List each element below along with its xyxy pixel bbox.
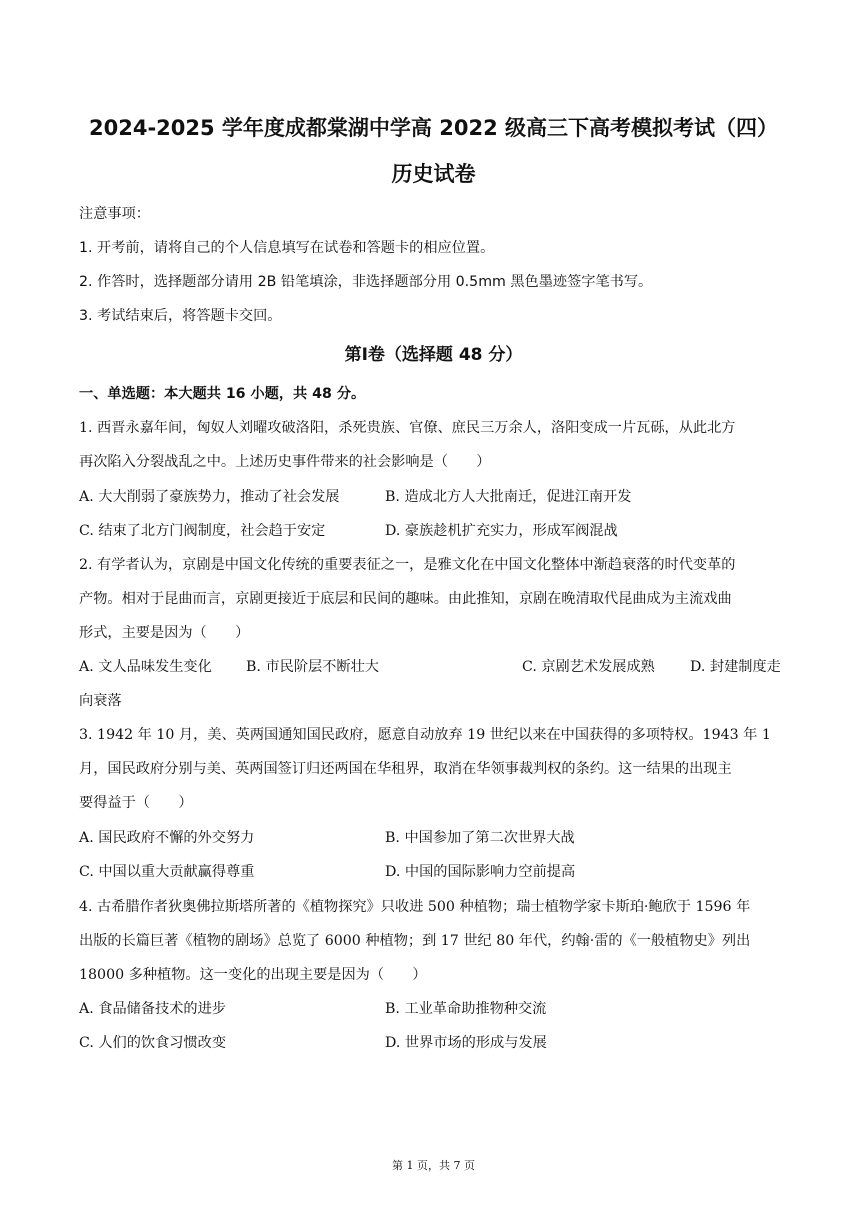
answer-option: B. 造成北方人大批南迁，促进江南开发 <box>385 489 632 505</box>
exam-title: 2024-2025 学年度成都棠湖中学高 2022 级高三下高考模拟考试（四） <box>89 116 778 140</box>
answer-option: A. 文人品味发生变化 <box>79 659 212 675</box>
question-stem-line: 3. 1942 年 10 月，美、英两国通知国民政府，愿意自动放弃 19 世纪以来在中国获得的多项特权。1943 年 1 <box>79 727 771 743</box>
answer-option: A. 大大削弱了豪族势力，推动了社会发展 <box>79 489 340 505</box>
section-title: 第Ⅰ卷（选择题 48 分） <box>344 345 523 365</box>
answer-option: A. 食品储备技术的进步 <box>79 1001 226 1017</box>
question-stem-line: 再次陷入分裂战乱之中。上述历史事件带来的社会影响是（ ） <box>79 454 491 470</box>
answer-option: D. 封建制度走 <box>690 659 781 675</box>
answer-option-continued: 向衰落 <box>79 693 122 709</box>
part-heading: 一、单选题：本大题共 16 小题，共 48 分。 <box>79 386 366 402</box>
notice-heading: 注意事项： <box>79 206 150 222</box>
exam-subject: 历史试卷 <box>391 162 476 186</box>
question-stem-line: 1. 西晋永嘉年间，匈奴人刘曜攻破洛阳，杀死贵族、官僚、庶民三万余人，洛阳变成一片瓦砾，从此北方 <box>79 420 736 436</box>
answer-option: D. 世界市场的形成与发展 <box>385 1035 547 1051</box>
question-stem-line: 4. 古希腊作者狄奥佛拉斯塔所著的《植物探究》只收进 500 种植物；瑞士植物学家卡斯珀·鲍欣于 1596 年 <box>79 899 751 915</box>
answer-option: C. 京剧艺术发展成熟 <box>522 659 655 675</box>
question-stem-line: 要得益于（ ） <box>79 795 193 811</box>
question-stem-line: 月，国民政府分别与美、英两国签订归还两国在华租界，取消在华领事裁判权的条约。这一结果的出现主 <box>79 761 732 777</box>
answer-option: D. 豪族趁机扩充实力，形成军阀混战 <box>385 523 618 539</box>
answer-option: A. 国民政府不懈的外交努力 <box>79 830 255 846</box>
answer-option: B. 工业革命助推物种交流 <box>385 1001 547 1017</box>
page-number: 第 1 页，共 7 页 <box>392 1159 475 1172</box>
answer-option: C. 结束了北方门阀制度，社会趋于安定 <box>79 523 326 539</box>
answer-option: C. 中国以重大贡献赢得尊重 <box>79 864 255 880</box>
notice-item: 3. 考试结束后，将答题卡交回。 <box>79 308 282 324</box>
answer-option: D. 中国的国际影响力空前提高 <box>385 864 576 880</box>
question-stem-line: 18000 多种植物。这一变化的出现主要是因为（ ） <box>79 967 427 983</box>
question-stem-line: 形式，主要是因为（ ） <box>79 625 250 641</box>
question-stem-line: 产物。相对于昆曲而言，京剧更接近于底层和民间的趣味。由此推知，京剧在晚清取代昆曲成为主流戏曲 <box>79 591 732 607</box>
question-stem-line: 2. 有学者认为，京剧是中国文化传统的重要表征之一，是雅文化在中国文化整体中渐趋衰落的时代变革的 <box>79 557 736 573</box>
question-stem-line: 出版的长篇巨著《植物的剧场》总览了 6000 种植物；到 17 世纪 80 年代，约翰·雷的《一般植物史》列出 <box>79 933 751 949</box>
answer-option: C. 人们的饮食习惯改变 <box>79 1035 227 1051</box>
notice-item: 2. 作答时，选择题部分请用 2B 铅笔填涂，非选择题部分用 0.5mm 黑色墨迹签字笔书写。 <box>79 274 653 290</box>
notice-item: 1. 开考前，请将自己的个人信息填写在试卷和答题卡的相应位置。 <box>79 240 495 256</box>
answer-option: B. 中国参加了第二次世界大战 <box>385 830 575 846</box>
answer-option: B. 市民阶层不断壮大 <box>246 659 379 675</box>
